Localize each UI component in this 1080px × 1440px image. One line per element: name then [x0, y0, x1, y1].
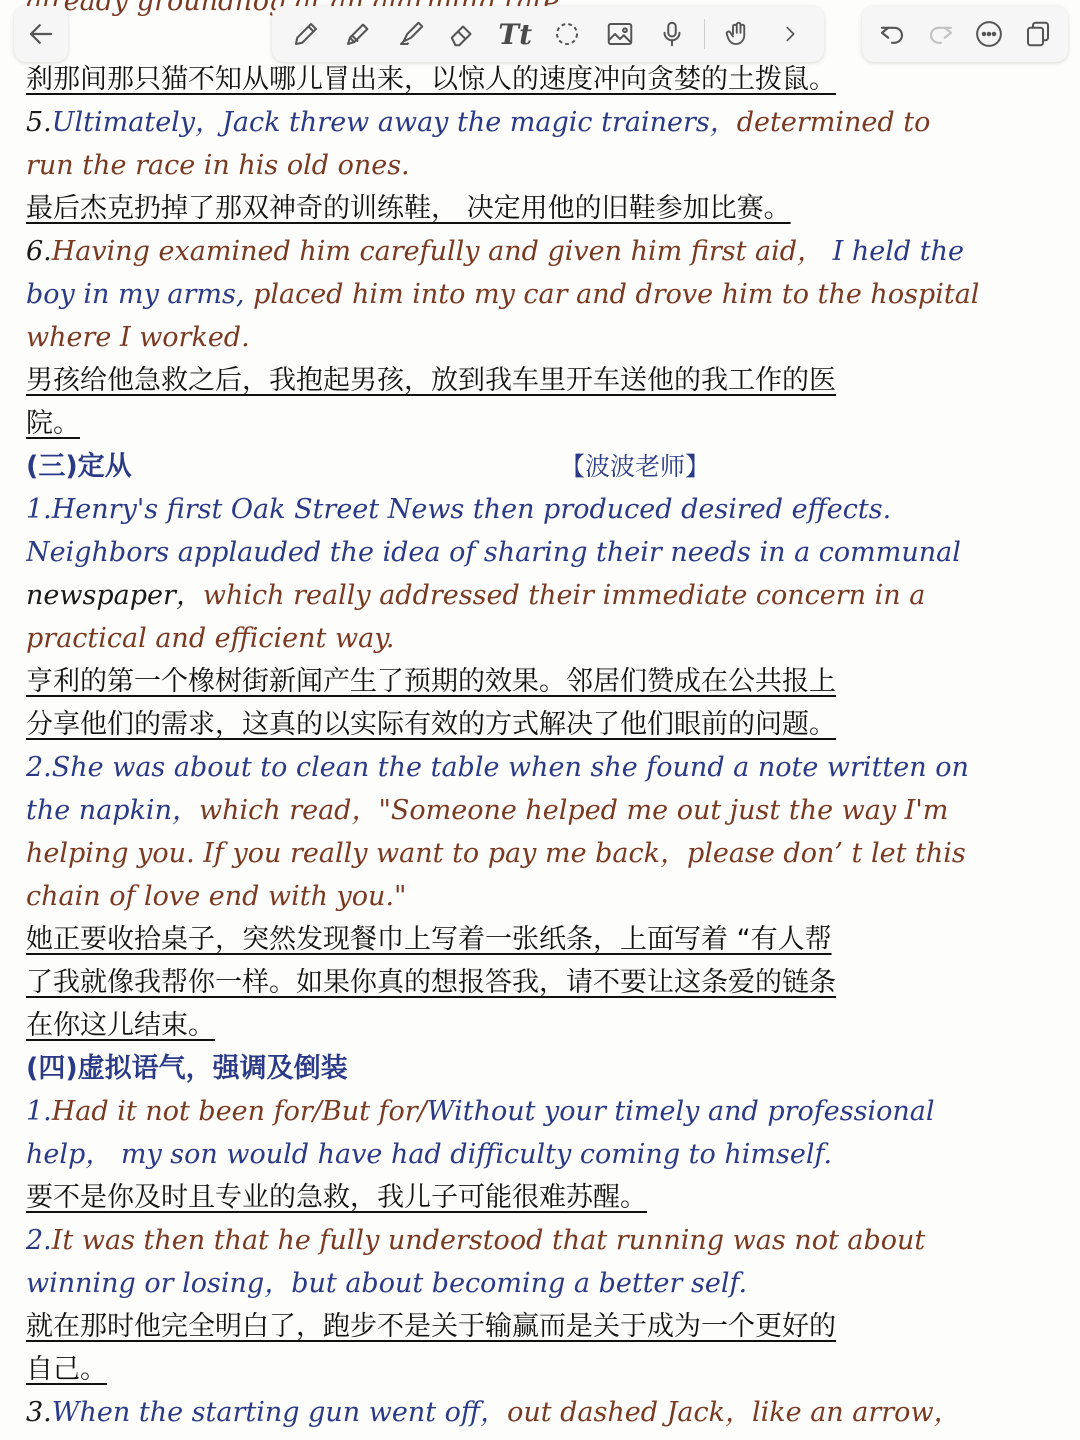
- text-run: help， my son would have had difficulty coming to himself.: [26, 1139, 833, 1170]
- image-icon[interactable]: [600, 12, 640, 56]
- english-sentence-line: [26, 488, 1060, 531]
- actions-pill: [862, 6, 1068, 62]
- text-run: When the starting gun went off，: [51, 1397, 508, 1428]
- english-sentence-line: [26, 746, 1060, 789]
- chinese-translation-line: [26, 961, 1060, 1004]
- highlighter-icon[interactable]: [391, 12, 431, 56]
- toolbar-divider: [704, 19, 705, 49]
- english-sentence-line: [26, 1391, 1060, 1434]
- text-run: 她正要收拾桌子，突然发现餐巾上写着一张纸条，上面写着 “有人帮: [26, 924, 832, 955]
- english-sentence-line: [26, 316, 1060, 359]
- text-run: determined to: [736, 107, 931, 138]
- chinese-translation-line: [26, 1305, 1060, 1348]
- text-run: Neighbors applauded the idea of sharing their needs in a communal: [26, 537, 961, 568]
- section-heading: [26, 445, 1060, 488]
- section-heading: [26, 1047, 1060, 1090]
- chinese-translation-line: [26, 1004, 1060, 1047]
- text-run: helping you. If you really want to pay me back，please don’ t let this: [26, 838, 966, 869]
- text-run: Having examined him carefully and given him first aid，: [51, 236, 833, 267]
- text-run: which read，"Someone helped me out just the way I'm: [198, 795, 949, 826]
- text-run: run the race in his old ones.: [26, 150, 410, 181]
- microphone-icon[interactable]: [652, 12, 692, 56]
- eraser-icon[interactable]: [443, 12, 483, 56]
- teacher-label: 【波波老师】: [560, 452, 711, 481]
- text-run: I held the: [832, 236, 964, 267]
- chinese-translation-line: [26, 1176, 1060, 1219]
- more-icon[interactable]: [969, 12, 1009, 56]
- pen-icon[interactable]: [286, 12, 326, 56]
- chinese-translation-line: [26, 660, 1060, 703]
- text-run: newspaper，: [26, 580, 203, 611]
- chinese-translation-line: [26, 703, 1060, 746]
- english-sentence-line: [26, 273, 1060, 316]
- cut-off-top-line: already groundhog: [26, 0, 287, 17]
- text-run: 男孩给他急救之后，我抱起男孩，放到我车里开车送他的我工作的医: [26, 365, 836, 396]
- text-run: Without your timely and professional: [426, 1096, 935, 1127]
- chinese-translation-line: [26, 402, 1060, 445]
- text-run: 5.: [26, 107, 52, 138]
- text-run: 了我就像我帮你一样。如果你真的想报答我，请不要让这条爱的链条: [26, 967, 836, 998]
- text-run: 院。: [26, 408, 80, 439]
- chinese-translation-line: [26, 58, 1060, 101]
- text-run: It was then that he fully understood that running was not about: [51, 1225, 926, 1256]
- text-run: 最后杰克扔掉了那双神奇的训练鞋， 决定用他的旧鞋参加比赛。: [26, 193, 791, 224]
- text-run: 1.: [26, 1096, 52, 1127]
- text-run: winning or losing，: [26, 1268, 292, 1299]
- text-run: (三)定从: [26, 451, 132, 482]
- english-sentence-line: [26, 101, 1060, 144]
- text-run: 6.: [26, 236, 52, 267]
- english-sentence-line: [26, 1090, 1060, 1133]
- pages-icon[interactable]: [1018, 12, 1058, 56]
- chevron-right-icon[interactable]: [770, 12, 810, 56]
- english-sentence-line: [26, 832, 1060, 875]
- text-run: 刹那间那只猫不知从哪儿冒出来，以惊人的速度冲向贪婪的土拨鼠。: [26, 64, 836, 95]
- english-sentence-line: [26, 789, 1060, 832]
- text-run: out dashed Jack，like an arrow，: [507, 1397, 961, 1428]
- text-run: 1.Henry's first Oak Street News then produced desired effects.: [26, 494, 892, 525]
- hand-icon[interactable]: [718, 12, 758, 56]
- english-sentence-line: [26, 1262, 1060, 1305]
- text-run: 2.: [26, 1225, 52, 1256]
- text-run: which really addressed their immediate concern in a: [202, 580, 926, 611]
- text-run: Had it not been for/But for/: [51, 1096, 427, 1127]
- chinese-translation-line: [26, 359, 1060, 402]
- text-run: 亨利的第一个橡树街新闻产生了预期的效果。邻居们赞成在公共报上: [26, 666, 836, 697]
- pencil-icon[interactable]: [338, 12, 378, 56]
- text-run: placed him into my car and drove him to the hospital: [253, 279, 980, 310]
- text-run: but about becoming a better self.: [291, 1268, 748, 1299]
- chinese-translation-line: [26, 187, 1060, 230]
- chinese-translation-line: [26, 918, 1060, 961]
- text-tool-icon[interactable]: [495, 12, 535, 56]
- text-run: boy in my arms,: [26, 279, 254, 310]
- text-run: practical and efficient way.: [26, 623, 395, 654]
- drawing-toolbar: [272, 6, 824, 62]
- text-run: the napkin，: [26, 795, 199, 826]
- english-sentence-line: [26, 1133, 1060, 1176]
- back-arrow-icon[interactable]: [21, 12, 61, 56]
- back-pill: [14, 6, 68, 62]
- text-run: 3.: [26, 1397, 52, 1428]
- english-sentence-line: [26, 230, 1060, 273]
- lasso-icon[interactable]: [547, 12, 587, 56]
- english-sentence-line: [26, 1219, 1060, 1262]
- text-run: 自己。: [26, 1354, 107, 1385]
- undo-icon[interactable]: [872, 12, 912, 56]
- text-run: 要不是你及时且专业的急救，我儿子可能很难苏醒。: [26, 1182, 647, 1213]
- text-run: 在你这儿结束。: [26, 1010, 215, 1041]
- english-sentence-line: [26, 531, 1060, 574]
- text-run: 2.She was about to clean the table when she found a note written on: [26, 752, 969, 783]
- text-run: Ultimately，Jack threw away the magic trainers，: [51, 107, 737, 138]
- note-page: [26, 58, 1060, 1434]
- english-sentence-line: [26, 617, 1060, 660]
- text-run: (四)虚拟语气，强调及倒装: [26, 1053, 348, 1084]
- text-run: 分享他们的需求，这真的以实际有效的方式解决了他们眼前的问题。: [26, 709, 836, 740]
- text-tool-label: Tt: [498, 17, 533, 51]
- english-sentence-line: [26, 574, 1060, 617]
- chinese-translation-line: [26, 1348, 1060, 1391]
- english-sentence-line: [26, 875, 1060, 918]
- text-run: where I worked.: [26, 322, 250, 353]
- redo-icon[interactable]: [921, 12, 961, 56]
- english-sentence-line: [26, 144, 1060, 187]
- text-run: 就在那时他完全明白了，跑步不是关于输赢而是关于成为一个更好的: [26, 1311, 836, 1342]
- text-run: chain of love end with you.": [26, 881, 407, 912]
